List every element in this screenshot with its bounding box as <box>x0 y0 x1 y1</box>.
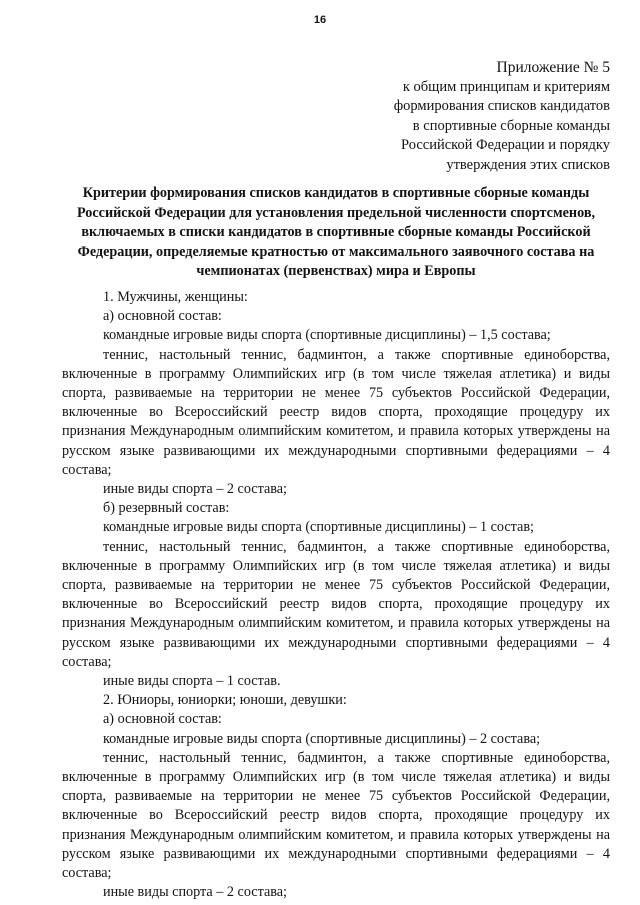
subsection-heading: а) основной состав: <box>103 711 222 728</box>
document-body <box>62 288 610 903</box>
document-title: Критерии формирования списков кандидатов в спортивные сборные команды Российской Федерации для установления предельной численности спортсменов, включаемых в списки кандидатов в спортивные сборные команды Российской Федерации, определяемые кратностью от максимального заявочного состава на чемпионатах (первенствах) мира и Европы <box>76 185 596 280</box>
paragraph: теннис, настольный теннис, бадминтон, а также спортивные единоборства, включенные в программу Олимпийских игр (в том числе тяжелая атлетика) и виды спорта, развиваемые на территории не менее 75 субъектов Российской Федерации, включенные во Всероссийский реестр видов спорта, проходящие процедуру их признания Международным олимпийским комитетом, и правила которых утверждены на русском языке развивающими их международными спортивными федерациями – 4 состава; <box>62 749 610 882</box>
section-heading: 2. Юниоры, юниорки; юноши, девушки: <box>103 692 347 709</box>
appendix-line: в спортивные сборные команды <box>412 117 610 134</box>
paragraph: иные виды спорта – 1 состав. <box>103 673 281 690</box>
appendix-number: Приложение № 5 <box>496 59 610 76</box>
subsection-heading: б) резервный состав: <box>103 500 230 517</box>
paragraph: иные виды спорта – 2 состава; <box>103 481 288 498</box>
appendix-header <box>290 58 610 175</box>
subsection-heading: а) основной состав: <box>103 308 222 325</box>
appendix-line: Российской Федерации и порядку <box>401 137 610 153</box>
appendix-line: к общим принципам и критериям <box>402 78 610 95</box>
paragraph: теннис, настольный теннис, бадминтон, а также спортивные единоборства, включенные в программу Олимпийских игр (в том числе тяжелая атлетика) и виды спорта, развиваемые на территории не менее 75 субъектов Российской Федерации, включенные во Всероссийский реестр видов спорта, проходящие процедуру их признания Международным олимпийским комитетом, и правила которых утверждены на русском языке развивающими их международными спортивными федерациями – 4 состава; <box>62 346 610 478</box>
paragraph: командные игровые виды спорта (спортивные дисциплины) – 1,5 состава; <box>103 327 551 344</box>
paragraph: командные игровые виды спорта (спортивные дисциплины) – 2 состава; <box>103 730 541 747</box>
paragraph: теннис, настольный теннис, бадминтон, а также спортивные единоборства, включенные в программу Олимпийских игр (в том числе тяжелая атлетика) и виды спорта, развиваемые на территории не менее 75 субъектов Российской Федерации, включенные во Всероссийский реестр видов спорта, проходящие процедуру их признания Международным олимпийским комитетом, и правила которых утверждены на русском языке развивающими их международными спортивными федерациями – 4 состава; <box>62 538 610 670</box>
appendix-line: утверждения этих списков <box>446 156 610 173</box>
paragraph: командные игровые виды спорта (спортивные дисциплины) – 1 состав; <box>103 519 534 536</box>
paragraph: иные виды спорта – 2 состава; <box>103 884 288 901</box>
page-number: 16 <box>313 14 327 26</box>
appendix-line: формирования списков кандидатов <box>393 98 610 114</box>
section-heading: 1. Мужчины, женщины: <box>103 289 248 305</box>
